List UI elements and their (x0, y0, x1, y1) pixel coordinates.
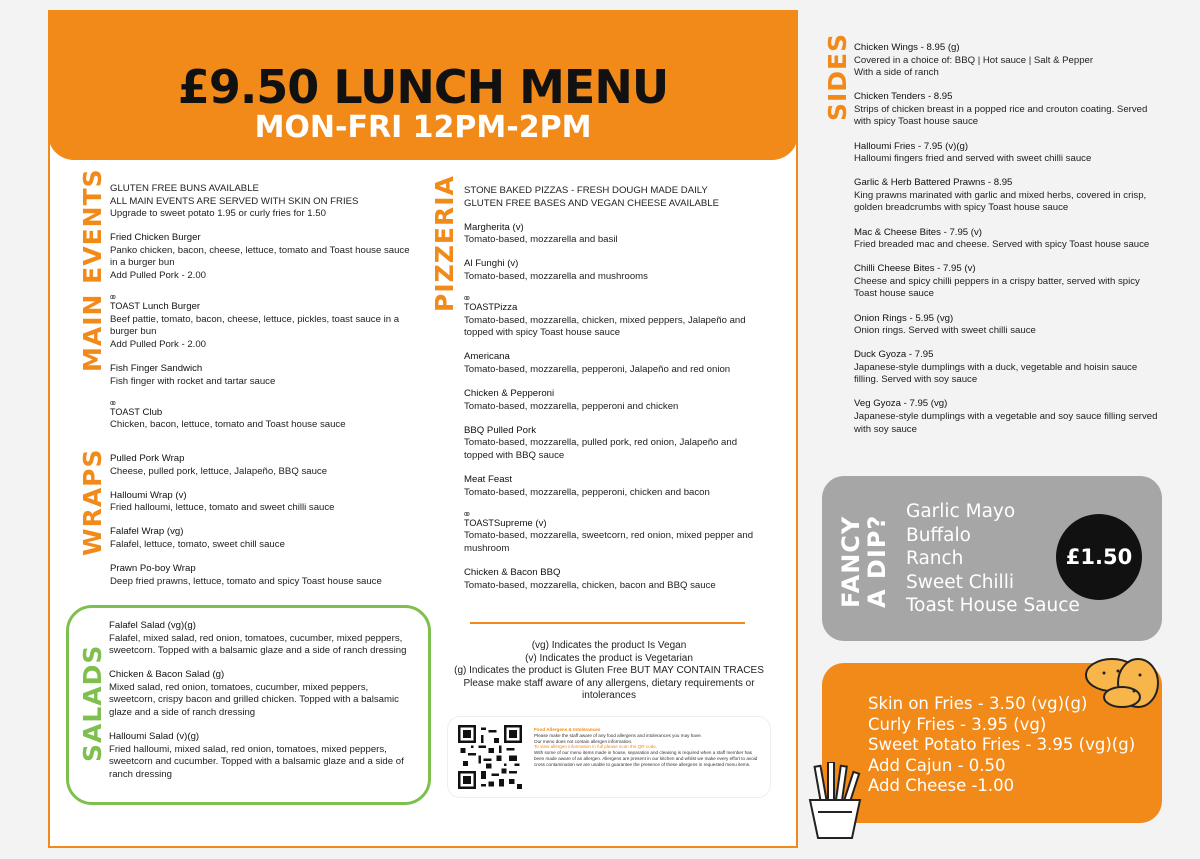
menu-item (464, 474, 764, 499)
menu-item (464, 425, 764, 463)
item-name: Club (142, 406, 163, 418)
item-extra: With a side of ranch (854, 67, 939, 79)
pizzeria-label: PIZZERIA (430, 175, 459, 312)
menu-item (110, 563, 410, 588)
item-description: Beef pattie, tomato, bacon, cheese, lettuce, pickles, toast sauce in a burger bun (110, 313, 400, 338)
menu-item (464, 222, 764, 247)
dip-price-badge: £1.50 (1056, 514, 1142, 600)
item-description: Tomato-based, mozzarella, pulled pork, red onion, Jalapeño and topped with BBQ sauce (464, 437, 738, 461)
item-description: Covered in a choice of: BBQ | Hot sauce | Salt & Pepper (854, 54, 1094, 66)
dip-item: Toast House Sauce (906, 595, 1080, 616)
menu-item (854, 141, 1164, 166)
item-description: Japanese-style dumplings with a vegetable and soy sauce filling served with soy sauce (854, 411, 1158, 435)
menu-item (110, 400, 410, 432)
menu-subtitle: MON-FRI 12PM-2PM (254, 110, 592, 145)
item-name: Lunch Burger (142, 301, 201, 313)
item-name: Al Funghi (v) (464, 258, 519, 270)
item-description: Cheese, pulled pork, lettuce, Jalapeño, BBQ sauce (110, 465, 328, 477)
item-description: Falafel, mixed salad, red onion, tomatoes, cucumber, mixed peppers, sweetcorn. Topped with a balsamic glaze and a side of ranch dressing (109, 632, 407, 657)
item-name: Fried Chicken Burger (110, 232, 201, 244)
extra-item: Add Cajun - 0.50 (868, 755, 1006, 775)
menu-item (854, 91, 1164, 129)
main-events-label: MAIN EVENTS (78, 168, 107, 372)
extra-item: Sweet Potato Fries - 3.95 (vg)(g) (868, 735, 1136, 754)
item-description: Panko chicken, bacon, cheese, lettuce, tomato and Toast house sauce in a burger bun (110, 244, 410, 269)
menu-header (48, 10, 798, 160)
salads-section (109, 620, 414, 793)
item-name: Meat Feast (464, 474, 512, 485)
item-name: Duck Gyoza - 7.95 (854, 349, 934, 361)
item-name: Supreme (v) (493, 517, 547, 529)
item-description: Tomato-based, mozzarella, sweetcorn, red onion, mixed pepper and mushroom (464, 530, 754, 554)
item-description: Deep fried prawns, lettuce, tomato and spicy Toast house sauce (110, 575, 382, 587)
item-name: Halloumi Salad (v)(g) (109, 731, 200, 743)
item-description: Onion rings. Served with sweet chilli sauce (854, 325, 1036, 337)
item-description: Falafel, lettuce, tomato, sweet chill sauce (110, 538, 285, 550)
dips-list (906, 500, 1080, 618)
menu-item (464, 511, 764, 556)
main-events-section (110, 183, 410, 443)
menu-item (109, 620, 414, 658)
item-name: Chicken Wings - 8.95 (g) (854, 42, 960, 53)
item-description: Fried halloumi, mixed salad, red onion, tomatoes, mixed peppers, sweetcorn and cucumber. Topped with a balsamic glaze and a side of ranch dressing (109, 743, 404, 780)
item-name: Halloumi Wrap (v) (110, 489, 187, 501)
menu-item (464, 388, 764, 413)
allergen-card (448, 717, 770, 797)
item-description: Fried halloumi, lettuce, tomato and sweet chilli sauce (110, 502, 335, 514)
item-name: BBQ Pulled Pork (464, 424, 536, 436)
item-description: Tomato-based, mozzarella, pepperoni, chicken and bacon (464, 486, 710, 498)
item-name: Prawn Po-boy Wrap (110, 563, 196, 575)
toast-logo: oo TOAST (464, 295, 494, 313)
dip-item: Garlic Mayo (906, 501, 1016, 522)
item-name: Chicken & Bacon Salad (g) (109, 669, 225, 681)
item-name: Garlic & Herb Battered Prawns - 8.95 (854, 177, 1013, 189)
toast-logo: oo TOAST (110, 294, 140, 312)
item-description: Japanese-style dumplings with a duck, vegetable and hoisin sauce filling. Served with soy sauce (854, 361, 1138, 386)
menu-item (464, 258, 764, 283)
menu-item (110, 363, 410, 388)
menu-item (854, 398, 1164, 436)
wraps-label: WRAPS (78, 448, 107, 556)
menu-title: £9.50 LUNCH MENU (177, 60, 669, 114)
item-name: Fish Finger Sandwich (110, 363, 203, 375)
pizzeria-intro: STONE BAKED PIZZAS - FRESH DOUGH MADE DAILY GLUTEN FREE BASES AND VEGAN CHEESE AVAILABLE (464, 185, 720, 209)
menu-item (110, 526, 410, 551)
menu-item (854, 313, 1164, 338)
item-name: Chilli Cheese Bites - 7.95 (v) (854, 263, 976, 275)
item-description: Tomato-based, mozzarella and basil (464, 234, 618, 246)
item-description: Tomato-based, mozzarella, pepperoni, Jalapeño and red onion (464, 363, 731, 375)
sides-label: SIDES (823, 32, 852, 121)
extra-item: Skin on Fries - 3.50 (vg)(g) (868, 694, 1088, 713)
dietary-legend: (vg) Indicates the product Is Vegan (v) Indicates the product is Vegetarian (g) Indicates the product is Gluten Free BUT MAY CONTAIN TRACES Please make staff aware of any allergens, dietary requirements or intolerances (454, 640, 764, 701)
toast-logo: oo TOAST (464, 510, 494, 528)
item-name: Pizza (493, 302, 518, 314)
menu-item (109, 731, 414, 781)
item-description: Tomato-based, mozzarella, chicken, bacon and BBQ sauce (464, 579, 716, 591)
item-name: Veg Gyoza - 7.95 (vg) (854, 398, 948, 410)
allergen-notice: Food Allergens & Intolerances Please make the staff aware of any food allergens and intolerances you may have. Our menu does not contain allergen information. To view allergen information in full please scan the QR code. With some of our menu items made in house, separation and cleaning is required when a staff member has been made aware of an allergen. Allergens are present in our kitchen and whilst we make every effort to avoid cross contamination we are unable to guarantee the presence of these allergens in requested menu items. (534, 727, 758, 767)
item-name: Chicken & Bacon BBQ (464, 566, 561, 578)
extra-item: Add Cheese -1.00 (868, 776, 1015, 795)
menu-item (854, 263, 1164, 301)
menu-item (854, 349, 1164, 387)
item-description: Halloumi fingers fried and served with sweet chilli sauce (854, 153, 1092, 165)
menu-item (464, 295, 764, 340)
item-name: Margherita (v) (464, 221, 524, 233)
pizzeria-section (464, 185, 764, 604)
menu-item (464, 567, 764, 592)
item-name: Chicken Tenders - 8.95 (854, 91, 953, 103)
menu-item (110, 490, 410, 515)
item-name: Falafel Salad (vg)(g) (109, 620, 196, 631)
item-name: Onion Rings - 5.95 (vg) (854, 312, 954, 324)
item-description: Fried breaded mac and cheese. Served with spicy Toast house sauce (854, 239, 1150, 251)
item-name: Americana (464, 351, 510, 363)
item-description: Mixed salad, red onion, tomatoes, cucumber, mixed peppers, sweetcorn, crispy bacon and grilled chicken. Topped with a balsamic glaze and a side of ranch dressing (109, 681, 399, 719)
menu-item (464, 351, 764, 376)
main-events-intro: GLUTEN FREE BUNS AVAILABLE ALL MAIN EVENTS ARE SERVED WITH SKIN ON FRIES Upgrade to sweet potato 1.95 or curly fries for 1.50 (110, 183, 359, 220)
sides-section (854, 42, 1164, 448)
menu-item (109, 669, 414, 719)
qr-code-icon[interactable] (458, 725, 522, 789)
menu-item (854, 227, 1164, 252)
dip-item: Sweet Chilli (906, 571, 1014, 593)
item-extra: Add Pulled Pork - 2.00 (110, 270, 206, 282)
dip-item: Ranch (906, 548, 964, 569)
item-description: Fish finger with rocket and tartar sauce (110, 375, 276, 387)
wraps-section (110, 453, 410, 600)
item-name: Chicken & Pepperoni (464, 388, 555, 400)
menu-item (854, 177, 1164, 215)
menu-item (854, 42, 1164, 80)
item-name: Pulled Pork Wrap (110, 453, 185, 464)
menu-item (110, 232, 410, 282)
item-name: Falafel Wrap (vg) (110, 526, 184, 538)
item-description: King prawns marinated with garlic and mixed herbs, covered in crisp, golden breadcrumbs with spicy Toast house sauce (854, 189, 1147, 214)
menu-item (110, 453, 410, 478)
item-description: Strips of chicken breast in a popped rice and crouton coating. Served with spicy Toast house sauce (854, 103, 1148, 128)
item-name: Mac & Cheese Bites - 7.95 (v) (854, 226, 982, 238)
item-extra: Add Pulled Pork - 2.00 (110, 338, 206, 350)
dips-label: FANCY A DIP? (837, 514, 891, 608)
menu-item (110, 294, 410, 351)
item-description: Tomato-based, mozzarella and mushrooms (464, 270, 648, 282)
fries-icon (804, 762, 866, 842)
salads-label: SALADS (78, 644, 107, 762)
extra-item: Curly Fries - 3.95 (vg) (868, 714, 1047, 734)
toast-logo: oo TOAST (110, 399, 140, 417)
section-divider (470, 622, 745, 624)
dip-item: Buffalo (906, 524, 971, 546)
item-description: Tomato-based, mozzarella, pepperoni and chicken (464, 400, 679, 412)
item-description: Tomato-based, mozzarella, chicken, mixed peppers, Jalapeño and topped with spicy Toast house sauce (464, 314, 746, 339)
item-name: Halloumi Fries - 7.95 (v)(g) (854, 140, 969, 152)
item-description: Chicken, bacon, lettuce, tomato and Toast house sauce (110, 419, 346, 431)
item-description: Cheese and spicy chilli peppers in a crispy batter, served with spicy Toast house sauce (854, 275, 1140, 300)
potatoes-icon (1082, 645, 1164, 715)
